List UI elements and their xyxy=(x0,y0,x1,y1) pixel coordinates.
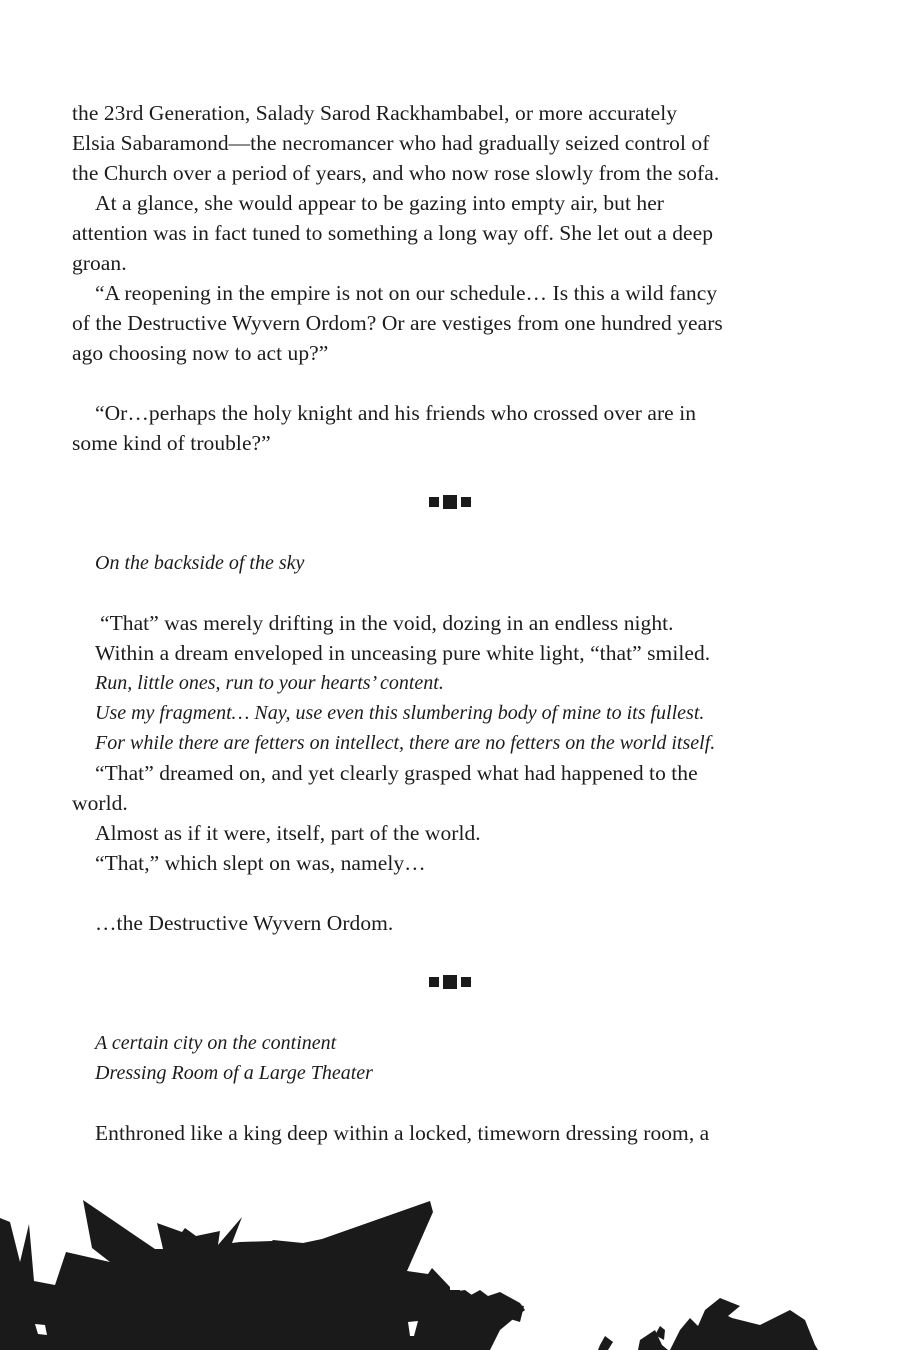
jagged-silhouette-decoration-icon xyxy=(0,1180,900,1350)
scene-break-separator xyxy=(0,492,900,512)
text-line: Enthroned like a king deep within a locked, timeworn dressing room, a xyxy=(95,1121,710,1145)
text-line: “That” dreamed on, and yet clearly grasped what had happened to the xyxy=(95,761,698,785)
scene-break-square-icon xyxy=(461,977,471,987)
text-line: Within a dream enveloped in unceasing pure white light, “that” smiled. xyxy=(95,641,711,665)
text-line: ago choosing now to act up?” xyxy=(72,341,329,365)
text-line: …the Destructive Wyvern Ordom. xyxy=(95,911,394,935)
text-line: world. xyxy=(72,791,128,815)
scene-break-separator xyxy=(0,972,900,992)
text-line: groan. xyxy=(72,251,127,275)
text-line: At a glance, she would appear to be gazing into empty air, but her xyxy=(95,191,665,215)
scene-location-heading: Dressing Room of a Large Theater xyxy=(95,1062,373,1084)
text-line: “Or…perhaps the holy knight and his friends who crossed over are in xyxy=(95,401,697,425)
italic-thought-line: Use my fragment… Nay, use even this slumbering body of mine to its fullest. xyxy=(95,702,705,724)
text-line: of the Destructive Wyvern Ordom? Or are vestiges from one hundred years xyxy=(72,311,723,335)
text-line: Almost as if it were, itself, part of the world. xyxy=(95,821,481,845)
scene-break-square-icon xyxy=(429,497,439,507)
text-line: some kind of trouble?” xyxy=(72,431,271,455)
scene-break-square-icon xyxy=(443,495,457,509)
scene-location-heading: A certain city on the continent xyxy=(95,1032,337,1054)
scene-location-heading: On the backside of the sky xyxy=(95,552,305,574)
italic-thought-line: Run, little ones, run to your hearts’ content. xyxy=(95,672,444,694)
text-line: “That” was merely drifting in the void, dozing in an endless night. xyxy=(100,611,674,635)
text-line: “A reopening in the empire is not on our schedule… Is this a wild fancy xyxy=(95,281,718,305)
text-line: attention was in fact tuned to something a long way off. She let out a deep xyxy=(72,221,714,245)
text-line: “That,” which slept on was, namely… xyxy=(95,851,426,875)
scene-break-square-icon xyxy=(429,977,439,987)
scene-break-square-icon xyxy=(461,497,471,507)
italic-thought-line: For while there are fetters on intellect, there are no fetters on the world itself. xyxy=(95,732,716,754)
text-line: Elsia Sabaramond—the necromancer who had gradually seized control of xyxy=(72,131,710,155)
text-line: the 23rd Generation, Salady Sarod Rackhambabel, or more accurately xyxy=(72,101,678,125)
text-line: the Church over a period of years, and who now rose slowly from the sofa. xyxy=(72,161,720,185)
scene-break-square-icon xyxy=(443,975,457,989)
